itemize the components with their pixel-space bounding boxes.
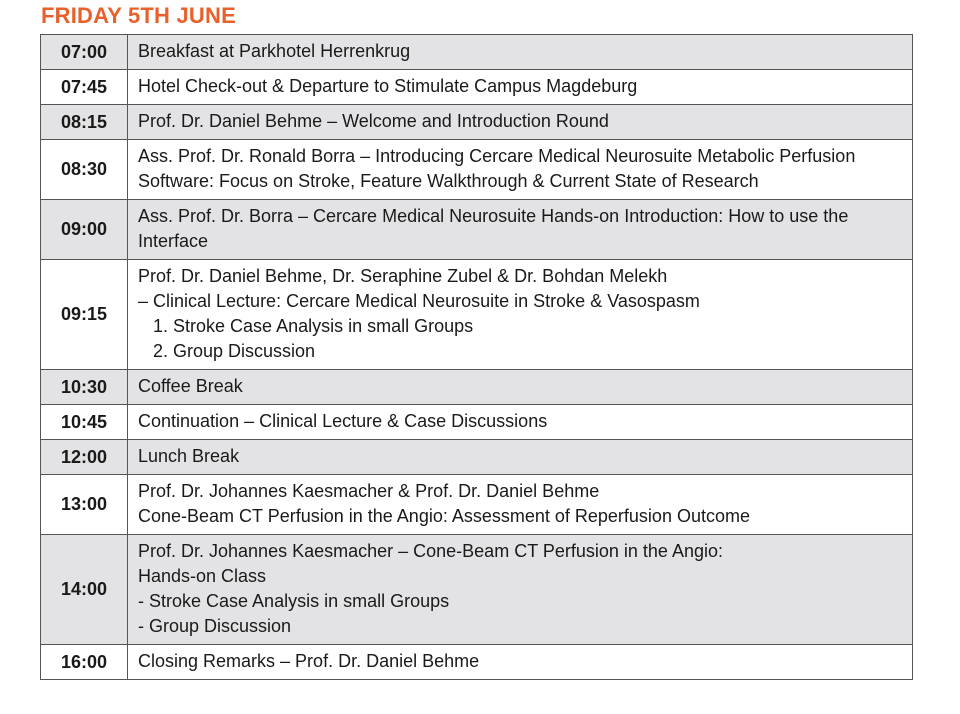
day-title: FRIDAY 5TH JUNE	[41, 3, 236, 28]
session-description	[128, 35, 913, 70]
session-time: 13:00	[41, 475, 128, 535]
session-description	[128, 370, 913, 405]
session-line: Ass. Prof. Dr. Ronald Borra – Introducing Cercare Medical Neurosuite Metabolic Perfusion Software: Focus on Stroke, Feature Walkthrough & Current State of Research	[138, 146, 856, 191]
session-description	[128, 105, 913, 140]
session-line: Prof. Dr. Johannes Kaesmacher & Prof. Dr. Daniel Behme	[138, 481, 600, 501]
agenda-row	[41, 440, 913, 475]
session-description	[128, 645, 913, 680]
session-time: 09:00	[41, 200, 128, 260]
session-line: Prof. Dr. Johannes Kaesmacher – Cone-Beam CT Perfusion in the Angio:	[138, 541, 723, 561]
session-description	[128, 140, 913, 200]
session-line: – Clinical Lecture: Cercare Medical Neurosuite in Stroke & Vasospasm	[138, 291, 700, 311]
session-time: 16:00	[41, 645, 128, 680]
session-description	[128, 405, 913, 440]
session-line: Prof. Dr. Daniel Behme – Welcome and Introduction Round	[138, 111, 609, 131]
agenda-row	[41, 140, 913, 200]
session-time: 07:45	[41, 70, 128, 105]
session-line: Cone-Beam CT Perfusion in the Angio: Assessment of Reperfusion Outcome	[138, 506, 750, 526]
agenda-row	[41, 105, 913, 140]
session-description	[128, 535, 913, 645]
agenda-row	[41, 70, 913, 105]
session-line: Lunch Break	[138, 446, 240, 466]
session-time: 08:30	[41, 140, 128, 200]
session-description	[128, 260, 913, 370]
session-time: 14:00	[41, 535, 128, 645]
agenda-row	[41, 260, 913, 370]
session-line: Ass. Prof. Dr. Borra – Cercare Medical Neurosuite Hands-on Introduction: How to use the Interface	[138, 206, 849, 251]
agenda-row	[41, 35, 913, 70]
session-line: Prof. Dr. Daniel Behme, Dr. Seraphine Zubel & Dr. Bohdan Melekh	[138, 266, 668, 286]
session-line: Closing Remarks – Prof. Dr. Daniel Behme	[138, 651, 480, 671]
session-line: Continuation – Clinical Lecture & Case Discussions	[138, 411, 548, 431]
session-description	[128, 440, 913, 475]
session-description	[128, 475, 913, 535]
session-line: Breakfast at Parkhotel Herrenkrug	[138, 41, 411, 61]
session-description	[128, 70, 913, 105]
agenda-row	[41, 405, 913, 440]
session-time: 12:00	[41, 440, 128, 475]
session-subitem: - Stroke Case Analysis in small Groups	[138, 591, 450, 611]
agenda-row	[41, 475, 913, 535]
session-time: 07:00	[41, 35, 128, 70]
session-subitem: - Group Discussion	[138, 616, 292, 636]
session-line: Hands-on Class	[138, 566, 267, 586]
session-subitem: 2. Group Discussion	[153, 341, 316, 361]
session-line: Hotel Check-out & Departure to Stimulate Campus Magdeburg	[138, 76, 638, 96]
session-subitem: 1. Stroke Case Analysis in small Groups	[153, 316, 474, 336]
session-time: 10:30	[41, 370, 128, 405]
session-time: 08:15	[41, 105, 128, 140]
session-description	[128, 200, 913, 260]
agenda-row	[41, 200, 913, 260]
agenda-table	[40, 34, 913, 680]
agenda-row	[41, 370, 913, 405]
session-line: Coffee Break	[138, 376, 243, 396]
agenda-row	[41, 645, 913, 680]
session-time: 09:15	[41, 260, 128, 370]
session-time: 10:45	[41, 405, 128, 440]
agenda-row	[41, 535, 913, 645]
